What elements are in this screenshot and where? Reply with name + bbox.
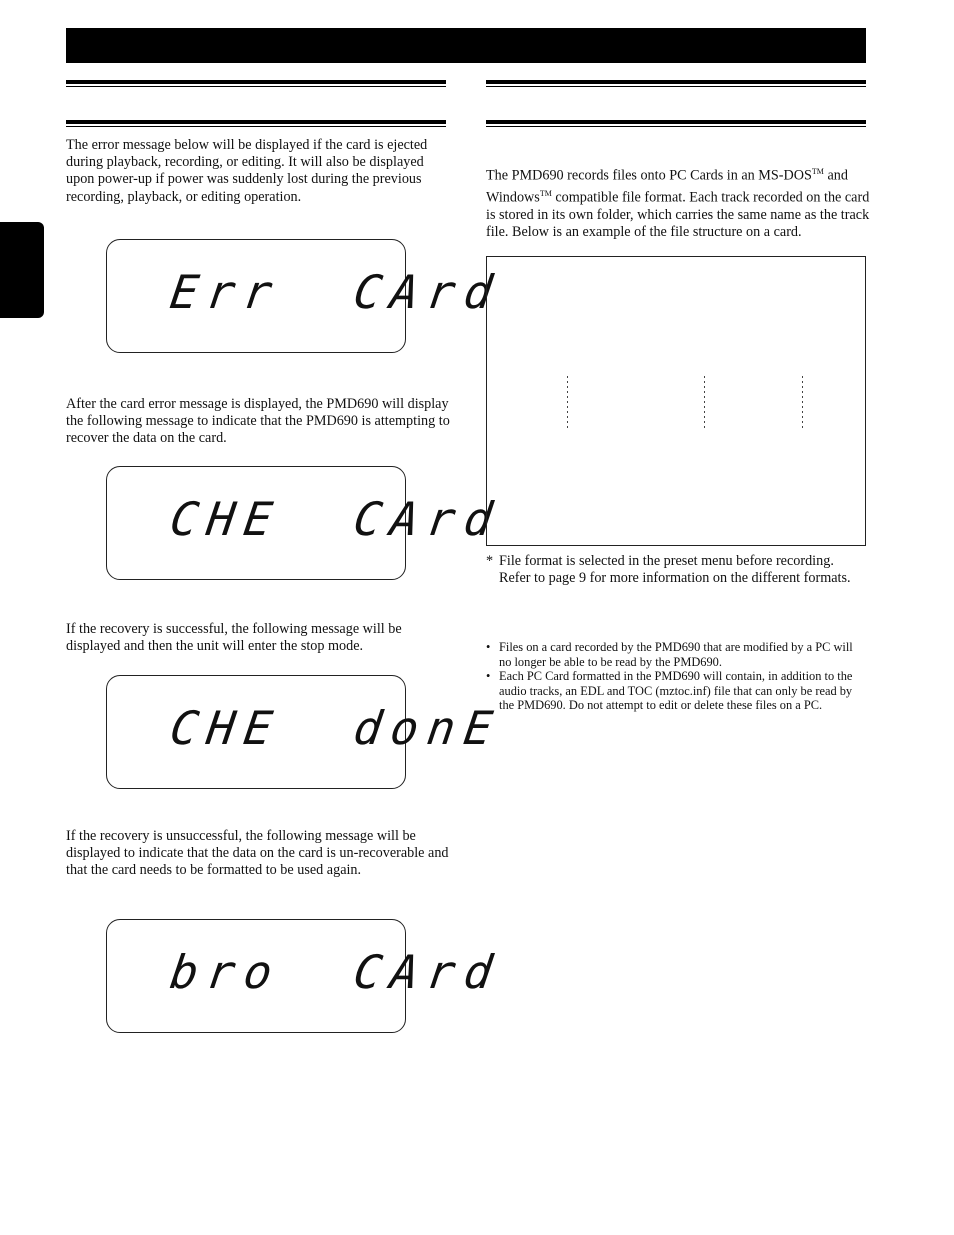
footnote-marker: * xyxy=(486,553,494,569)
trademark-2: TM xyxy=(539,188,552,198)
footnote xyxy=(486,553,866,587)
success-paragraph: If the recovery is successful, the following message will be displayed and then the unit will enter the stop mode. xyxy=(66,621,402,655)
section-rule-top-right xyxy=(486,80,866,84)
list-item-text: Files on a card recorded by the PMD690 that are modified by a PC will no longer be able to be read by the PMD690. xyxy=(499,640,853,669)
tree-connector xyxy=(567,376,568,428)
section-tab xyxy=(0,222,44,318)
intro-part-1: The PMD690 records files onto PC Cards in an MS-DOS xyxy=(486,167,812,184)
section-rule-bottom-left xyxy=(66,120,446,124)
tree-connector xyxy=(704,376,705,428)
lcd-display-che-done xyxy=(106,675,505,789)
header-bar xyxy=(66,28,866,63)
lcd-display-err-card xyxy=(106,239,505,353)
list-item-text: Each PC Card formatted in the PMD690 will contain, in addition to the audio tracks, an EDL and TOC (mztoc.inf) file that can only be read by the PMD690. Do not attempt to edit or delete these files on a PC. xyxy=(499,669,853,713)
notes-list xyxy=(486,640,867,713)
intro-part-3: compatible file format. Each track recorded on the card is stored in its own folder, which carries the same name as the track file. Below is an example of the file structure on a card. xyxy=(486,189,870,241)
after-error-paragraph: After the card error message is displayed, the PMD690 will display the following message to indicate that the PMD690 is attempting to recover the data on the card. xyxy=(66,396,450,447)
lcd-display-bro-card xyxy=(106,919,505,1033)
file-format-paragraph xyxy=(486,163,870,241)
lcd-display-che-card xyxy=(106,466,505,580)
intro-part-2: and Windows xyxy=(486,167,848,206)
lcd-text: bro CArd xyxy=(166,945,505,999)
list-item xyxy=(486,640,867,669)
section-rule-top-left xyxy=(66,80,446,84)
lcd-text: Err CArd xyxy=(166,265,505,319)
intro-paragraph: The error message below will be displayed if the card is ejected during playback, recording, or editing. It will also be displayed upon power-up if power was suddenly lost during the previous recording, playback, or editing operation. xyxy=(66,137,428,205)
list-item xyxy=(486,669,867,713)
lcd-text: CHE donE xyxy=(166,701,505,755)
tree-connector xyxy=(802,376,803,428)
footnote-text: File format is selected in the preset menu before recording. Refer to page 9 for more information on the different formats. xyxy=(499,553,851,587)
file-structure-diagram xyxy=(486,256,866,546)
failure-paragraph: If the recovery is unsuccessful, the following message will be displayed to indicate that the data on the card is un-recoverable and that the card needs to be formatted to be used again. xyxy=(66,828,449,879)
bullet-marker: • xyxy=(486,669,491,684)
trademark-1: TM xyxy=(811,167,824,176)
section-rule-bottom-right xyxy=(486,120,866,124)
bullet-marker: • xyxy=(486,640,491,654)
lcd-text: CHE CArd xyxy=(166,492,505,546)
